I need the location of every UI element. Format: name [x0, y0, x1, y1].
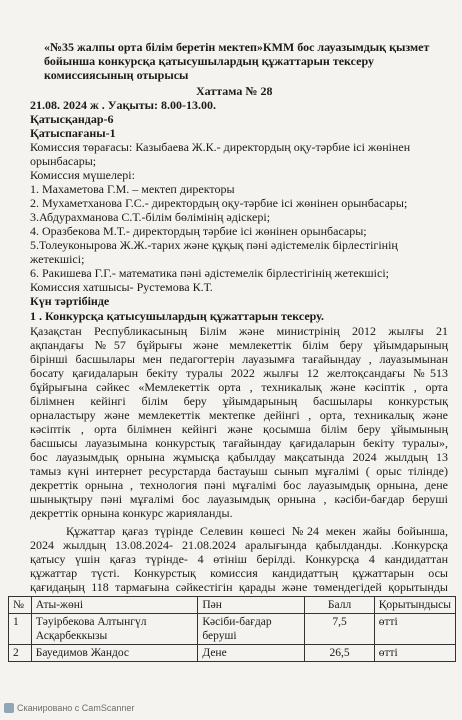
paragraph-line: декреттік орнына конкурс жарияланды.	[30, 506, 233, 520]
commission-line: 6. Ракишева Г.Г.- математика пәні әдістемелік бірлестігінің жетекшісі;	[30, 266, 389, 280]
header-line-1: «№35 жалпы орта білім беретін мектеп»КММ бос лауазымдық қызмет	[44, 40, 430, 54]
camscanner-icon	[4, 703, 14, 713]
protocol-title: Хаттама № 28	[196, 84, 273, 98]
row-result: өтті	[374, 614, 455, 645]
row-num: 1	[9, 614, 32, 645]
commission-line: Комиссия мүшелері:	[30, 168, 135, 182]
commission-line: Комиссия хатшысы- Рустемова К.Т.	[30, 280, 213, 294]
header-score: Балл	[305, 597, 374, 614]
paragraph-line: білімнен кейінгі білім беру ұйымдарының басшылары конкурстық	[30, 394, 448, 408]
paragraph-line: 2024 жылдың 13.08.2024- 21.08.2024 аралығында қабылданды. .Конкурсқа	[30, 538, 448, 552]
paragraph-line: бос лауазымдық орнына жұмысқа қабылдау мақсатында 2024 жылдың 13	[30, 450, 448, 464]
paragraph-line: орналастыру және мемлекеттік мектепке дейінгі , орта, техникалық және	[30, 408, 448, 422]
attendance-absent: Қатыспағаны-1	[30, 126, 116, 140]
protocol-date: 21.08. 2024 ж . Уақыты: 8.00-13.00.	[30, 98, 217, 112]
row-score: 7,5	[305, 614, 374, 645]
commission-line: жетекшісі;	[30, 252, 85, 266]
paragraph-line: бірінші басшылары мен педагогтерін лауазымға тағайындау , лауазымынан	[30, 352, 448, 366]
row-subject: Дене	[198, 645, 305, 662]
row-score: 26,5	[305, 645, 374, 662]
table-row	[9, 614, 456, 645]
commission-line: Комиссия төрағасы: Казыбаева Ж.К.- директордың оқу-тәрбие ісі жөнінен	[30, 140, 411, 154]
commission-line: 1. Махаметова Г.М. – мектеп директоры	[30, 182, 235, 196]
commission-line: 2. Мухаметханова Г.С.- директордың оқу-тәрбие ісі жөнінен орынбасары;	[30, 196, 408, 210]
row-subject: Кәсіби-бағдар беруші	[198, 614, 305, 645]
paragraph-line: Құжаттар қағаз түрінде Селевин көшесі №24 мекен жайы бойынша,	[66, 524, 448, 538]
row-result: өтті	[374, 645, 455, 662]
row-name: Бауедимов Жандос	[31, 645, 198, 662]
attendance-present: Қатысқандар-6	[30, 112, 114, 126]
agenda-item: 1 . Конкурсқа қатысушылардың құжаттарын тексеру.	[30, 309, 324, 323]
paragraph-line: тамыз күні интернет ресурстарда бастауыш сынып мұғалімі ( орыс тілінде)	[30, 464, 448, 478]
row-num: 2	[9, 645, 32, 662]
commission-line: 5.Толеуконырова Ж.Ж.-тарих және құқық пәні әдістемелік бірлестігінің	[30, 238, 398, 252]
commission-line: орынбасары;	[30, 154, 97, 168]
paragraph-line: Қазақстан Республикасының Білім және министрінің 2012 жылғы 21	[30, 324, 448, 338]
header-name: Аты-жөні	[31, 597, 198, 614]
table-row	[9, 645, 456, 662]
header-subject: Пән	[198, 597, 305, 614]
paragraph-line: басшысы лауазымына конкурстық тағайындау қағидаларын бекіту туралы»,	[30, 436, 448, 450]
paragraph-line: кәсіптік , орта білімнен кейінгі және қосымша білім беру ұйымының	[30, 422, 448, 436]
header-num: №	[9, 597, 32, 614]
commission-line: 3.Абдурахманова С.Т.-білім бөлімінің әдіскері;	[30, 210, 271, 224]
paragraph-line: құжаттар түсті. Конкурстық комиссия кандидаттың құжаттарын осы	[30, 566, 448, 580]
commission-line: 4. Оразбекова М.Т.- директордың тәрбие ісі жөнінен орынбасары;	[30, 224, 367, 238]
paragraph-line: қатысу үшін қағаз түрінде- 4 өтініш берілді. Конкурсқа 4 кандидаттан	[30, 552, 448, 566]
scanner-text: Сканировано с CamScanner	[17, 703, 135, 713]
header-result: Қорытындысы	[374, 597, 455, 614]
paragraph-line: қағидаңың 118 тармағына сәйкестігін қарады және төмендегідей қорытынды	[30, 580, 448, 594]
paragraph-line: шынықтыру пәні мұғалімі бос лауазымдық орнына , кәсіби-бағдар беруші	[30, 492, 448, 506]
agenda-heading: Күн тәртібінде	[30, 294, 110, 308]
candidates-table	[8, 596, 456, 662]
header-line-2: бойынша конкурсқа қатысушылардың құжаттарын тексеру	[44, 54, 374, 68]
row-name: Тәуірбекова Алтынгүл Асқарбеккызы	[31, 614, 198, 645]
header-line-3: комиссиясының отырысы	[44, 68, 189, 82]
table-header-row	[9, 597, 456, 614]
paragraph-line: декреттік орнына , технология пәні мұғалімі бос лауазымдық орнына, дене	[30, 478, 448, 492]
scanner-watermark	[4, 703, 134, 713]
paragraph-line: ақпандағы №57 бұйрығы және мемлекеттік білім беру ұйымдарының	[30, 338, 448, 352]
paragraph-line: босату қағидаларын бекіту туралы 2022 жылғы 12 желтоқсандағы №513	[30, 366, 448, 380]
paragraph-line: бұйрығына сәйкес «Мемлекеттік орта , техникалық және кәсіптік , орта	[30, 380, 448, 394]
